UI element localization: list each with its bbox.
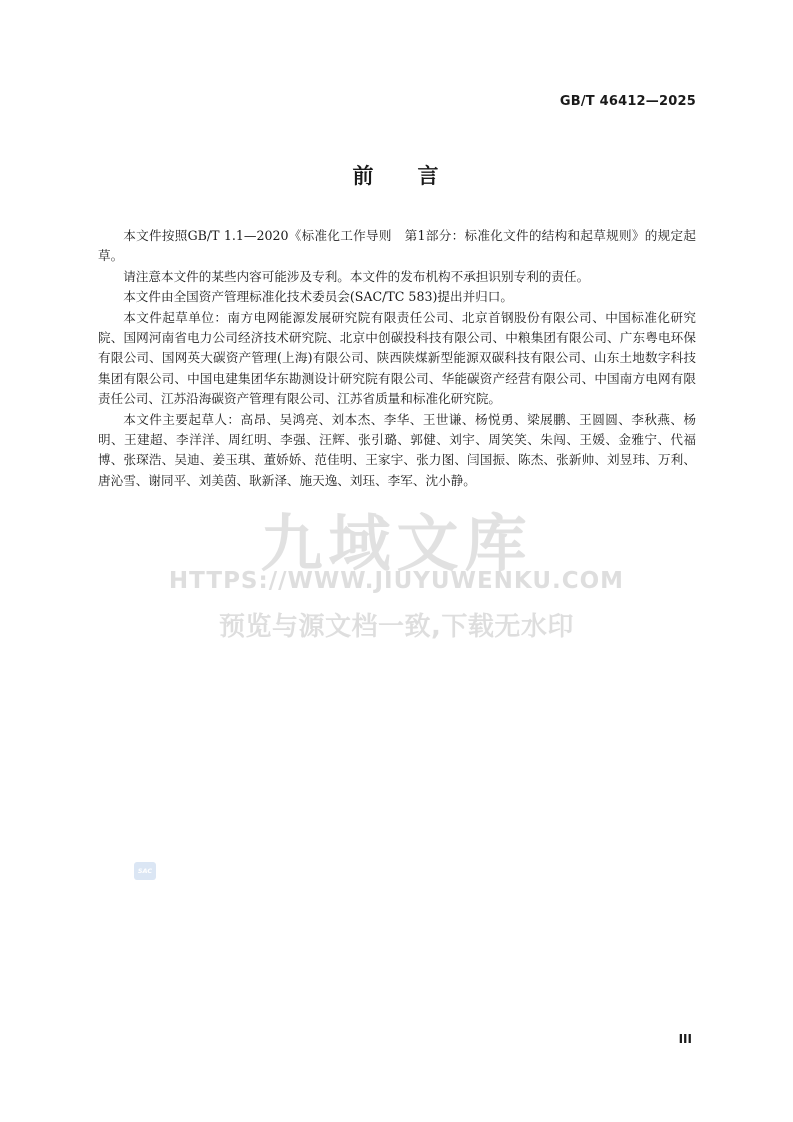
paragraph-patent-notice: 请注意本文件的某些内容可能涉及专利。本文件的发布机构不承担识别专利的责任。 — [123, 268, 590, 284]
watermark-url: HTTPS://WWW.JIUYUWENKU.COM — [168, 568, 625, 594]
standard-code: GB/T 46412—2025 — [559, 94, 696, 109]
title-char-2: 言 — [417, 163, 441, 188]
page-number: III — [678, 1032, 692, 1046]
watermark-note: 预览与源文档一致,下载无水印 — [219, 612, 574, 642]
paragraph-drafting-rules: 本文件按照GB/T 1.1—2020《标准化工作导则 第1部分：标准化文件的结构和起草规则》的规定起草。 — [98, 228, 696, 264]
paragraph-proposer: 本文件由全国资产管理标准化技术委员会(SAC/TC 583)提出并归口。 — [123, 289, 513, 305]
foreword-body — [98, 226, 696, 491]
watermark-title: 九域文库 — [260, 507, 533, 580]
paragraph-drafters: 本文件主要起草人：高昂、吴鸿亮、刘本杰、李华、王世谦、杨悦勇、梁展鹏、王圆圆、李秋燕、杨明、王建超、李洋洋、周红明、李强、汪辉、张引璐、郭健、刘宇、周笑笑、朱闯、王媛、金雅宁、代福博、张琛浩、吴迪、姜玉琪、董娇娇、范佳明、王家宇、张力图、闫国振、陈杰、张新帅、刘昱玮、万利、唐沁雪、谢同平、刘美茵、耿新泽、施天逸、刘珏、李军、沈小静。 — [98, 411, 696, 488]
page-title — [0, 160, 793, 190]
title-char-1: 前 — [352, 163, 376, 188]
sac-logo: SAC — [134, 862, 156, 880]
paragraph-drafting-units: 本文件起草单位：南方电网能源发展研究院有限责任公司、北京首钢股份有限公司、中国标准化研究院、国网河南省电力公司经济技术研究院、北京中创碳投科技有限公司、中粮集团有限公司、广东粤电环保有限公司、国网英大碳资产管理(上海)有限公司、陕西陕煤新型能源双碳科技有限公司、山东土地数字科技集团有限公司、中国电建集团华东勘测设计研究院有限公司、华能碳资产经营有限公司、中国南方电网有限责任公司、江苏沿海碳资产管理有限公司、江苏省质量和标准化研究院。 — [98, 309, 696, 407]
